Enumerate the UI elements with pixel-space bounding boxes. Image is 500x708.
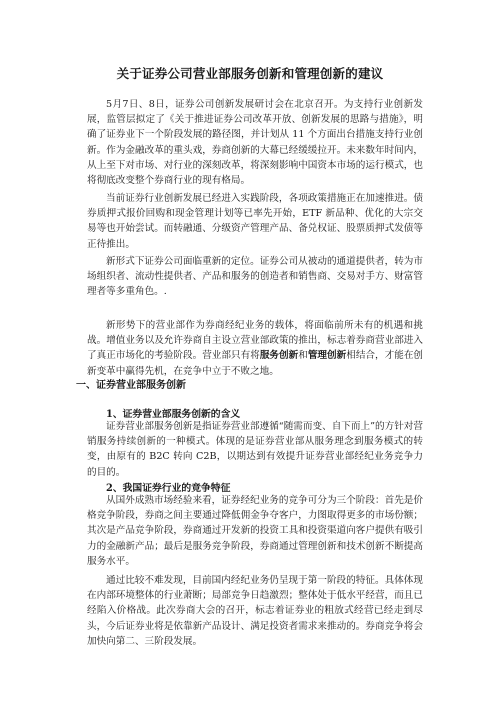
section-1-heading: 一、证券营业部服务创新 <box>76 380 186 391</box>
intro-paragraph-4-text-d: 相结合，才能在创新变革中赢得先机，在竞争中立于不败之地。 <box>87 350 424 377</box>
intro-paragraph-4-text-c: 和 <box>298 350 308 362</box>
section-1-2-text-2: 通过比较不难发现，目前国内经纪业务仍呈现于第一阶段的特征。具体体现在内部环境整体的行业萧断；局部竞争日趋激烈；整体处于低水平经营，而且已经陷入价格战。此次券商大会的召开，标志着证券业的粗放式经营已经走到尽头，今后证券业将是依靠新产品设计、满足投资者需求来推动的。券商竞争将会加快向第二、三阶段发展。 <box>87 575 423 647</box>
document-title: 关于证券公司营业部服务创新和管理创新的建议 <box>116 66 384 81</box>
intro-paragraph-2: 当前证券行业创新发展已经进入实践阶段，各项政策措施正在加速推进。债券质押式报价回购和现金管理计划等已率先开始，ETF 新品种、优化的大宗交易等也开始尝试。而转融通、分级资产管理产品、备兑权证、股票质押式发债等正待推出。 <box>87 193 423 250</box>
section-1-2-heading: 2、我国证券行业的竞争特征 <box>106 483 231 494</box>
intro-paragraph-4-text-a: 新形势下的营业部作为券商经纪业务的载体，将面临前所未有的机遇和挑战。增值业务以及允许券商自主设立营业部政策的推出，标志着券商营业部进入了真正市场化的考验阶段。营业部只有将 <box>87 320 423 362</box>
intro-paragraph-3: 新形式下证券公司面临重新的定位。证券公司从被动的通道提供者，转为市场组织者、流动性提供者、产品和服务的创造者和销售商、交易对手方、财富管理者等多重角色。. <box>87 256 423 298</box>
section-1-1-text: 证券营业部服务创新是指证券营业部遵循“随需而变、自下而上”的方针对营销服务持续创新的一种模式。体现的是证券营业部从服务理念到服务模式的转变，由原有的 B2C 转向 C2B，以期达到有效提升证券营业部经纪业务竞争力的目的。 <box>87 421 423 478</box>
service-innovation-term: 服务创新 <box>259 350 299 362</box>
section-1-2-text-1: 从国外成熟市场经验来看，证券经纪业务的竞争可分为三个阶段：首先是价格竞争阶段，券商之间主要通过降低佣金争夺客户，力图取得更多的市场份额；其次是产品竞争阶段，券商通过开发新的投资工具和投资渠道向客户提供有吸引力的金融新产品；最后是服务竞争阶段，券商通过管理创新和技术创新不断提高服务水平。 <box>87 495 423 567</box>
intro-paragraph-4 <box>87 318 423 379</box>
intro-paragraph-1: 5月7日、8日，证券公司创新发展研讨会在北京召开。为支持行业创新发展，监管层拟定了《关于推进证券公司改革开放、创新发展的思路与措施》，明确了证券业下一个阶段发展的路径图，并计划从 11 个方面出台措施支持行业创新。作为金融改革的重头戏，券商创新的大幕已经缓缓拉开。未来数年时间内，从上至下对市场、对行业的深刻改革，将深刻影响中国资本市场的运行模式，也将彻底改变整个券商行业的现有格局。 <box>87 99 423 187</box>
management-innovation-term: 管理创新 <box>307 350 347 362</box>
section-1-1-heading: 1、证券营业部服务创新的含义 <box>106 409 241 420</box>
